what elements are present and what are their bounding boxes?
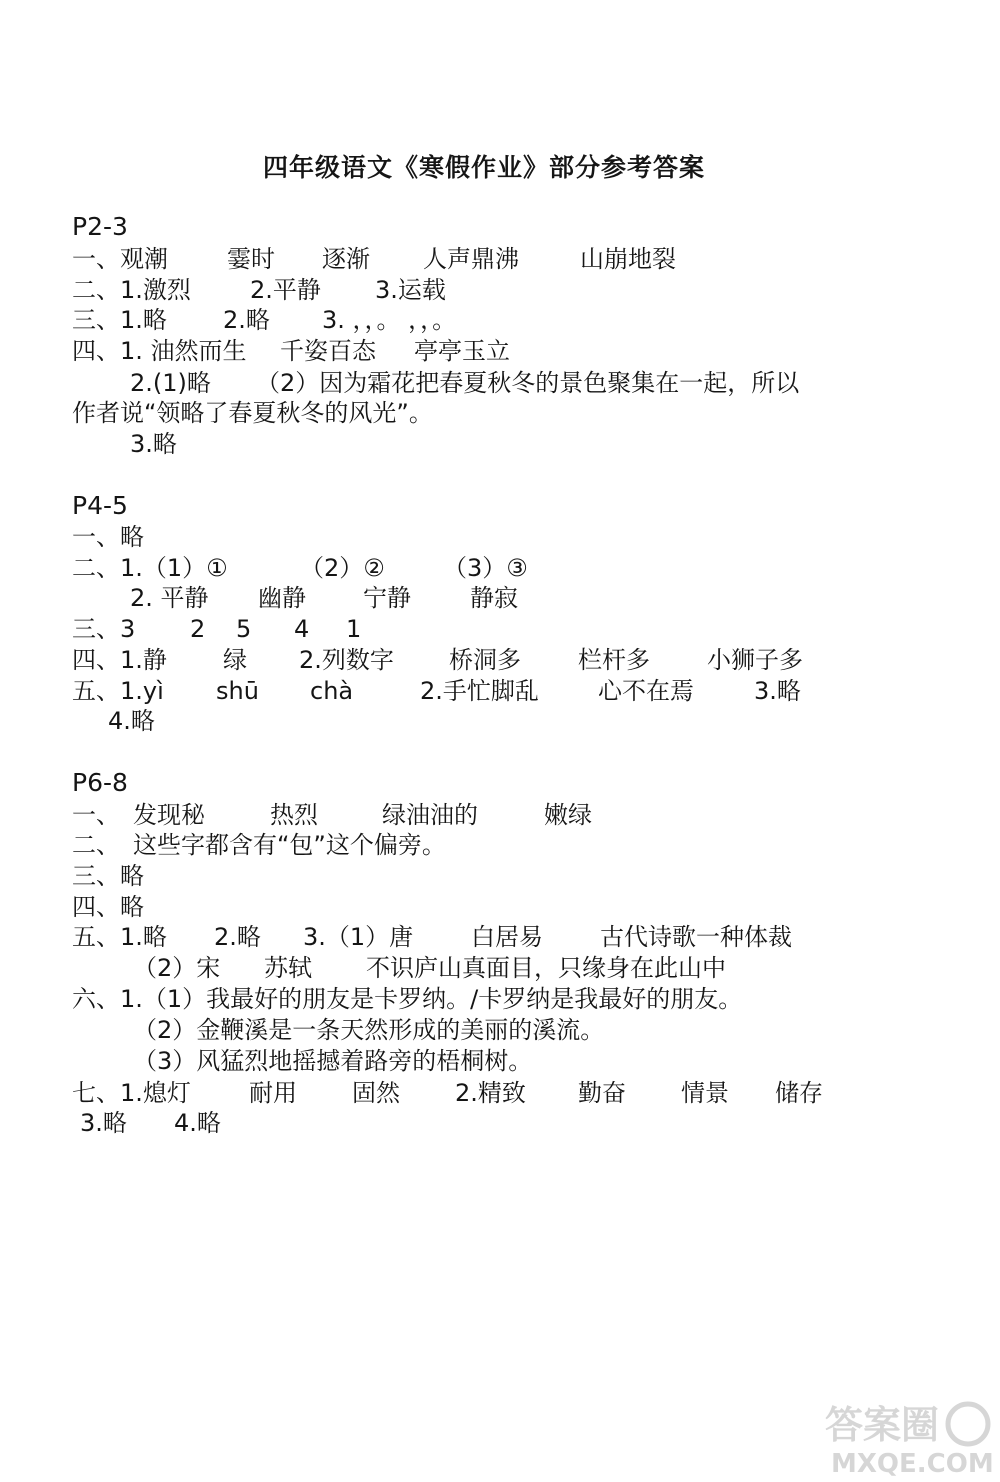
answer-item: 千姿百态 (280, 337, 376, 365)
answer-item: 发现秘 (133, 801, 205, 829)
answer-item: 静寂 (470, 584, 518, 612)
answer-item: 2.列数字 (299, 646, 394, 674)
answer-line (0, 706, 1000, 736)
answer-item: 白居易 (471, 923, 543, 951)
watermark-url: MXQE.COM (831, 1449, 994, 1478)
answer-item: 二、1.激烈 (72, 276, 191, 304)
answer-item: 3.（1）唐 (303, 923, 414, 951)
answer-line (0, 861, 1000, 891)
answer-item: 宁静 (363, 584, 411, 612)
answer-item: 四、1. 油然而生 (72, 337, 247, 365)
answer-item: 四、1.静 (72, 646, 167, 674)
watermark-graphic (825, 1398, 995, 1478)
answer-line (0, 368, 1000, 398)
answer-line (0, 244, 1000, 274)
answer-line (0, 275, 1000, 305)
answer-item: 2.平静 (250, 276, 321, 304)
answer-item: shū (216, 677, 259, 705)
section-header: P2-3 (72, 212, 128, 241)
answer-item: 3.运载 (375, 276, 446, 304)
answer-item: （2）② (300, 554, 385, 582)
answer-line (0, 614, 1000, 644)
answer-item: 逐渐 (322, 245, 370, 273)
answer-item: 勤奋 (578, 1079, 626, 1107)
answer-line (0, 336, 1000, 366)
answer-item: 4.略 (108, 707, 155, 735)
answer-line (0, 676, 1000, 706)
answer-line (0, 953, 1000, 983)
answer-line (0, 892, 1000, 922)
answer-item: 热烈 (270, 801, 318, 829)
answer-item: 固然 (352, 1079, 400, 1107)
answer-item: 不识庐山真面目，只缘身在此山中 (366, 954, 726, 982)
answer-item: 3. ，，。 ，，。 (322, 306, 457, 334)
answer-line (0, 305, 1000, 335)
answer-item: 二、 (72, 831, 120, 859)
answer-item: 3.略 (130, 430, 177, 458)
answer-line (0, 522, 1000, 552)
answer-item: 绿 (223, 646, 247, 674)
section-header: P6-8 (72, 768, 128, 797)
answer-item: 2. 平静 (130, 584, 209, 612)
answer-item: 2.精致 (455, 1079, 526, 1107)
answer-line (0, 1015, 1000, 1045)
answer-item: 这些字都含有“包”这个偏旁。 (133, 831, 446, 859)
answer-item: 小狮子多 (707, 646, 803, 674)
answer-item: 一、观潮 (72, 245, 168, 273)
answer-item: 五、1.yì (72, 677, 164, 705)
answer-item: 心不在焉 (598, 677, 694, 705)
answer-item: 2.手忙脚乱 (420, 677, 539, 705)
page-title: 四年级语文《寒假作业》部分参考答案 (262, 153, 705, 182)
answer-item: （2）因为霜花把春夏秋冬的景色聚集在一起，所以 (256, 369, 800, 397)
watermark-logo (825, 1398, 995, 1478)
answer-item: chà (310, 677, 354, 705)
answer-line (0, 583, 1000, 613)
answer-line (0, 1108, 1000, 1138)
answer-item: 三、略 (72, 862, 144, 890)
answer-line (0, 645, 1000, 675)
answer-item: 储存 (775, 1079, 823, 1107)
answer-item: 人声鼎沸 (423, 245, 519, 273)
answer-item: 4 (294, 615, 310, 643)
answer-item: 六、1.（1）我最好的朋友是卡罗纳。/卡罗纳是我最好的朋友。 (72, 985, 743, 1013)
answer-item: 2.略 (214, 923, 261, 951)
answer-item: 四、略 (72, 893, 144, 921)
answer-line (0, 800, 1000, 830)
answer-item: 2 (190, 615, 206, 643)
answer-line (0, 984, 1000, 1014)
answer-item: 三、1.略 (72, 306, 167, 334)
answer-item: 3.略 (754, 677, 801, 705)
answer-item: 作者说“领略了春夏秋冬的风光”。 (72, 399, 433, 427)
answer-item: 2.略 (223, 306, 270, 334)
answer-item: 嫩绿 (544, 801, 592, 829)
answer-item: 霎时 (227, 245, 275, 273)
answer-item: 栏杆多 (578, 646, 650, 674)
answer-item: 五、1.略 (72, 923, 167, 951)
answer-item: 3.略 (80, 1109, 127, 1137)
answer-line (0, 553, 1000, 583)
answer-item: （3）风猛烈地摇撼着路旁的梧桐树。 (133, 1047, 533, 1075)
answer-item: 七、1.熄灯 (72, 1079, 191, 1107)
answer-line (0, 1078, 1000, 1108)
answer-line (0, 922, 1000, 952)
answer-line (0, 398, 1000, 428)
answer-item: 幽静 (258, 584, 306, 612)
answer-item: 2.(1)略 (130, 369, 211, 397)
answer-item: 亭亭玉立 (414, 337, 510, 365)
answer-item: （2）金鞭溪是一条天然形成的美丽的溪流。 (133, 1016, 605, 1044)
answer-item: 耐用 (249, 1079, 297, 1107)
answer-line (0, 429, 1000, 459)
answer-item: 4.略 (174, 1109, 221, 1137)
answer-item: 山崩地裂 (580, 245, 676, 273)
answer-line (0, 1046, 1000, 1076)
answer-item: 桥洞多 (449, 646, 521, 674)
answer-item: 1 (346, 615, 362, 643)
answer-item: 绿油油的 (382, 801, 478, 829)
watermark-text: 答案圈 (825, 1403, 940, 1447)
answer-item: 古代诗歌一种体裁 (600, 923, 792, 951)
answer-item: （2）宋 (133, 954, 221, 982)
answer-line (0, 830, 1000, 860)
section-header: P4-5 (72, 491, 128, 520)
answer-item: 5 (236, 615, 252, 643)
answer-item: 一、略 (72, 523, 144, 551)
answer-item: 二、1.（1）① (72, 554, 228, 582)
answer-item: 情景 (681, 1079, 729, 1107)
answer-item: （3）③ (443, 554, 528, 582)
answer-item: 三、3 (72, 615, 136, 643)
answer-item: 一、 (72, 801, 120, 829)
answer-item: 苏轼 (264, 954, 312, 982)
